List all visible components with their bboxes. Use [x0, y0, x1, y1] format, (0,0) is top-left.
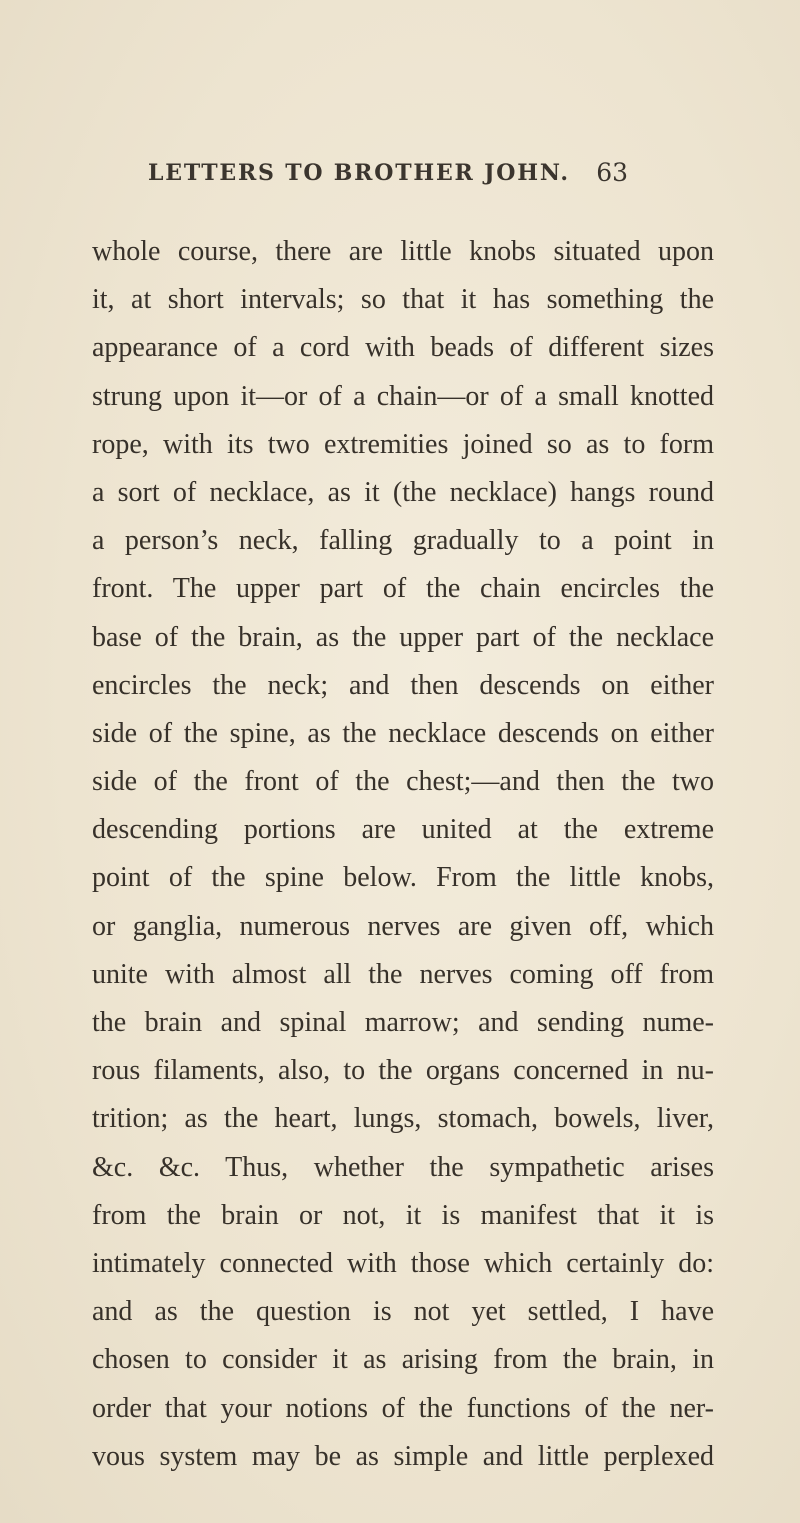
text-line: or ganglia, numerous nerves are given off, which [92, 910, 714, 942]
text-line: order that your notions of the functions of the ner- [92, 1392, 714, 1424]
text-line: side of the spine, as the necklace descends on either [92, 717, 714, 749]
text-line: trition; as the heart, lungs, stomach, bowels, liver, [92, 1103, 714, 1135]
text-line: unite with almost all the nerves coming off from [92, 958, 714, 990]
text-line: rous filaments, also, to the organs concerned in nu- [92, 1055, 714, 1087]
text-line: rope, with its two extremities joined so as to form [92, 428, 714, 460]
text-line: front. The upper part of the chain encircles the [92, 573, 714, 605]
text-line: point of the spine below. From the little knobs, [92, 862, 714, 894]
text-line: vous system may be as simple and little perplexed [92, 1440, 714, 1472]
page-header [148, 160, 628, 200]
text-line: it, at short intervals; so that it has something the [92, 284, 714, 316]
text-line: encircles the neck; and then descends on either [92, 669, 714, 701]
text-line: appearance of a cord with beads of different sizes [92, 332, 714, 364]
page-number: 63 [596, 158, 628, 187]
text-line: base of the brain, as the upper part of the necklace [92, 621, 714, 653]
text-line: from the brain or not, it is manifest that it is [92, 1199, 714, 1231]
text-line: side of the front of the chest;—and then the two [92, 766, 714, 798]
running-title: LETTERS TO BROTHER JOHN. [148, 160, 570, 186]
text-line: a sort of necklace, as it (the necklace) hangs round [92, 476, 714, 508]
text-line: &c. &c. Thus, whether the sympathetic arises [92, 1151, 714, 1183]
text-line: chosen to consider it as arising from the brain, in [92, 1344, 714, 1376]
text-line: descending portions are united at the extreme [92, 814, 714, 846]
text-line: a person’s neck, falling gradually to a point in [92, 525, 714, 557]
text-line: intimately connected with those which certainly do: [92, 1247, 714, 1279]
text-line: strung upon it—or of a chain—or of a small knotted [92, 380, 714, 412]
text-line: and as the question is not yet settled, I have [92, 1296, 714, 1328]
text-line: whole course, there are little knobs situated upon [92, 236, 714, 267]
text-line: the brain and spinal marrow; and sending nume- [92, 1007, 714, 1038]
body-text [92, 228, 714, 1481]
